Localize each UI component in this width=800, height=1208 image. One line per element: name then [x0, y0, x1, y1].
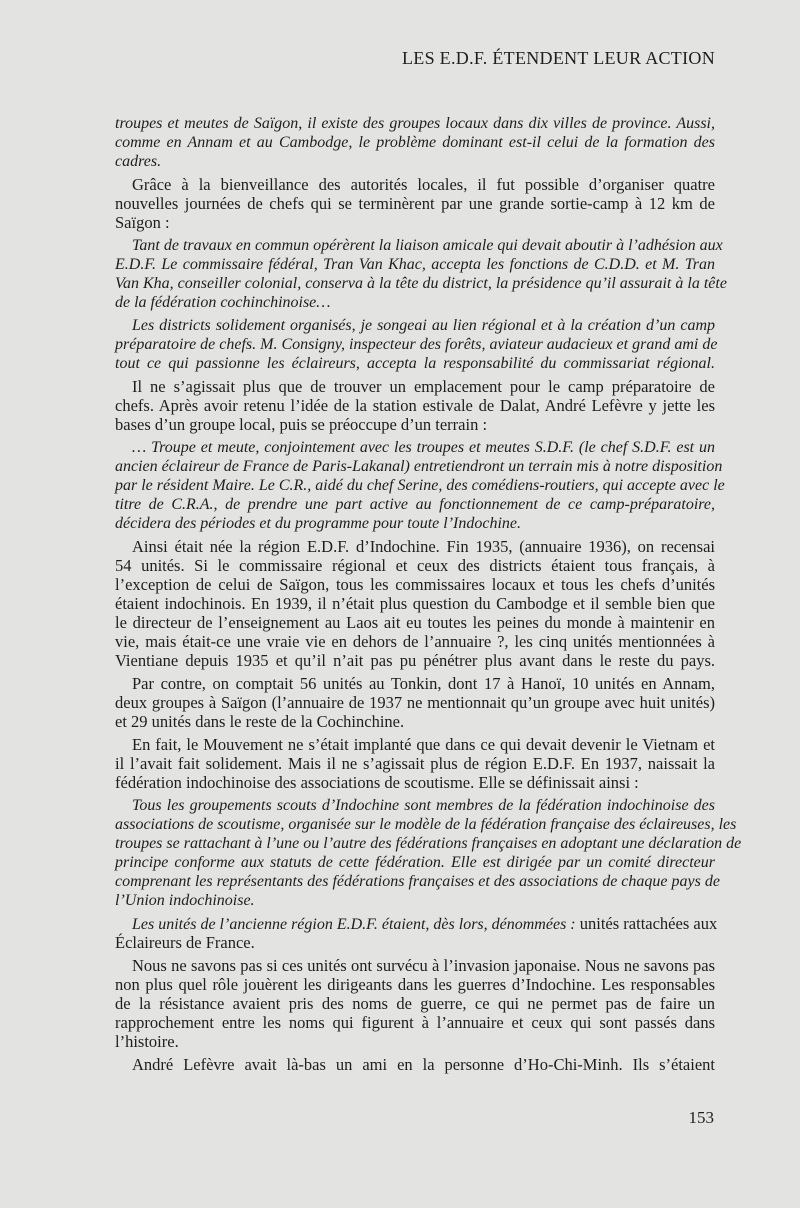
text-line: troupes se rattachant à l’une ou l’autre des fédérations françaises en adoptant une déclaration de	[115, 835, 742, 852]
text-line: étaient indochinois. En 1939, il n’était plus question du Cambodge et il semble bien que	[115, 594, 715, 613]
paragraph	[115, 1055, 715, 1074]
page-number: 153	[688, 1108, 714, 1127]
text-line: deux groupes à Saïgon (l’annuaire de 1937 ne mentionnait qu’un groupe avec huit unités)	[115, 693, 715, 712]
paragraph	[115, 175, 715, 232]
paragraph	[115, 537, 715, 670]
text-line: comme en Annam et au Cambodge, le problème dominant est-il celui de la formation des	[115, 134, 715, 151]
text-column	[115, 114, 742, 1074]
block-quote	[115, 236, 727, 312]
text-line: il l’avait fait solidement. Mais il ne s’agissait plus de région E.D.F. En 1937, naissait la	[115, 754, 715, 773]
text-line: associations de scoutisme, organisée sur le modèle de la fédération française des éclaireuses, les	[115, 816, 737, 833]
text-line: tout ce qui passionne les éclaireurs, accepta la responsabilité du commissariat régional.	[115, 355, 715, 372]
text-line: Éclaireurs de France.	[115, 933, 255, 952]
running-header: LES E.D.F. ÉTENDENT LEUR ACTION	[401, 48, 715, 68]
text-line: préparatoire de chefs. M. Consigny, inspecteur des forêts, aviateur audacieux et grand ami de	[115, 336, 718, 353]
block-quote	[115, 316, 718, 373]
text-line: de la résistance avaient pris des noms de guerre, ce qui ne permet pas de faire un	[115, 994, 715, 1013]
text-line: cadres.	[115, 153, 162, 170]
text-line: de la fédération cochinchinoise…	[115, 294, 331, 311]
text-line: ancien éclaireur de France de Paris-Lakanal) entretiendront un terrain mis à notre disposition	[115, 458, 723, 475]
text-line: nouvelles journées de chefs qui se terminèrent par une grande sortie-camp à 12 km de	[115, 194, 715, 213]
text-line: Nous ne savons pas si ces unités ont survécu à l’invasion japonaise. Nous ne savons pas	[132, 956, 715, 975]
text-line: et 29 unités dans le reste de la Cochinchine.	[115, 712, 405, 731]
text-line: fédération indochinoise des associations de scoutisme. Elle se définissait ainsi :	[115, 773, 639, 792]
text-line: Vientiane depuis 1935 et qu’il n’ait pas pu pénétrer plus avant dans le reste du pays.	[115, 651, 715, 670]
block-quote	[115, 796, 742, 910]
text-line: vie, mais était-ce une vraie vie en dehors de l’annuaire ?, les cinq unités mentionnées à	[115, 632, 715, 651]
paragraph	[115, 377, 715, 434]
text-line: 54 unités. Si le commissaire régional et ceux des districts étaient tous français, à	[115, 556, 715, 575]
text-line: … Troupe et meute, conjointement avec les troupes et meutes S.D.F. (le chef S.D.F. est un	[132, 439, 715, 456]
text-line: troupes et meutes de Saïgon, il existe des groupes locaux dans dix villes de province. Aussi,	[115, 115, 715, 132]
roman-text: unités rattachées aux	[575, 914, 718, 933]
text-line: le directeur de l’enseignement au Laos ait eu toutes les peines du monde à maintenir en	[115, 613, 715, 632]
text-line: Tant de travaux en commun opérèrent la liaison amicale qui devait aboutir à l’adhésion aux	[132, 237, 723, 254]
text-line: Les districts solidement organisés, je songeai au lien régional et à la création d’un camp	[132, 317, 715, 334]
text-line: André Lefèvre avait là-bas un ami en la personne d’Ho-Chi-Minh. Ils s’étaient	[132, 1055, 715, 1074]
paragraph	[115, 735, 715, 792]
text-line: principe conforme aux statuts de cette fédération. Elle est dirigée par un comité directeur	[115, 854, 715, 871]
text-line: Saïgon :	[115, 213, 170, 232]
text-line: l’Union indochinoise.	[115, 892, 255, 909]
text-line: Tous les groupements scouts d’Indochine sont membres de la fédération indochinoise des	[132, 797, 715, 814]
text-line: Il ne s’agissait plus que de trouver un emplacement pour le camp préparatoire de	[132, 377, 715, 396]
text-line: Van Kha, conseiller colonial, conserva à la tête du district, la présidence qu’il assurait à la tête	[115, 275, 727, 292]
text-line: En fait, le Mouvement ne s’était implanté que dans ce qui devait devenir le Vietnam et	[132, 735, 715, 754]
text-line: rapprochement entre les noms qui figurent à l’annuaire et ceux qui sont passés dans	[115, 1013, 715, 1032]
paragraph	[115, 914, 718, 952]
text-line: non plus quel rôle jouèrent les dirigeants dans les guerres d’Indochine. Les responsables	[115, 975, 715, 994]
text-line: E.D.F. Le commissaire fédéral, Tran Van Khac, accepta les fonctions de C.D.D. et M. Tran	[115, 256, 715, 273]
text-line: Par contre, on comptait 56 unités au Tonkin, dont 17 à Hanoï, 10 unités en Annam,	[132, 674, 715, 693]
italic-text: Les unités de l’ancienne région E.D.F. étaient, dès lors, dénommées :	[132, 916, 576, 933]
text-line: l’histoire.	[115, 1032, 179, 1051]
text-line: décidera des périodes et du programme pour toute l’Indochine.	[115, 515, 521, 532]
text-line: comprenant les représentants des fédérations françaises et des associations de chaque pays de	[115, 873, 720, 890]
text-line: chefs. Après avoir retenu l’idée de la station estivale de Dalat, André Lefèvre y jette les	[115, 396, 715, 415]
paragraph	[115, 956, 715, 1051]
paragraph	[115, 674, 715, 731]
paragraph	[115, 114, 715, 171]
text-line: Ainsi était née la région E.D.F. d’Indochine. Fin 1935, (annuaire 1936), on recensai	[132, 537, 715, 556]
text-line	[115, 914, 718, 933]
text-line: bases d’un groupe local, puis se préoccupe d’un terrain :	[115, 415, 488, 434]
text-line: titre de C.R.A., de prendre une part active au fonctionnement de ce camp-préparatoire,	[115, 496, 715, 513]
block-quote	[115, 438, 725, 533]
text-line: l’exception de celui de Saïgon, tous les commissaires locaux et tous les chefs d’unités	[115, 575, 715, 594]
text-line: par le résident Maire. Le C.R., aidé du chef Serine, des comédiens-routiers, qui accepte avec le	[115, 477, 725, 494]
text-line: Grâce à la bienveillance des autorités locales, il fut possible d’organiser quatre	[132, 175, 715, 194]
